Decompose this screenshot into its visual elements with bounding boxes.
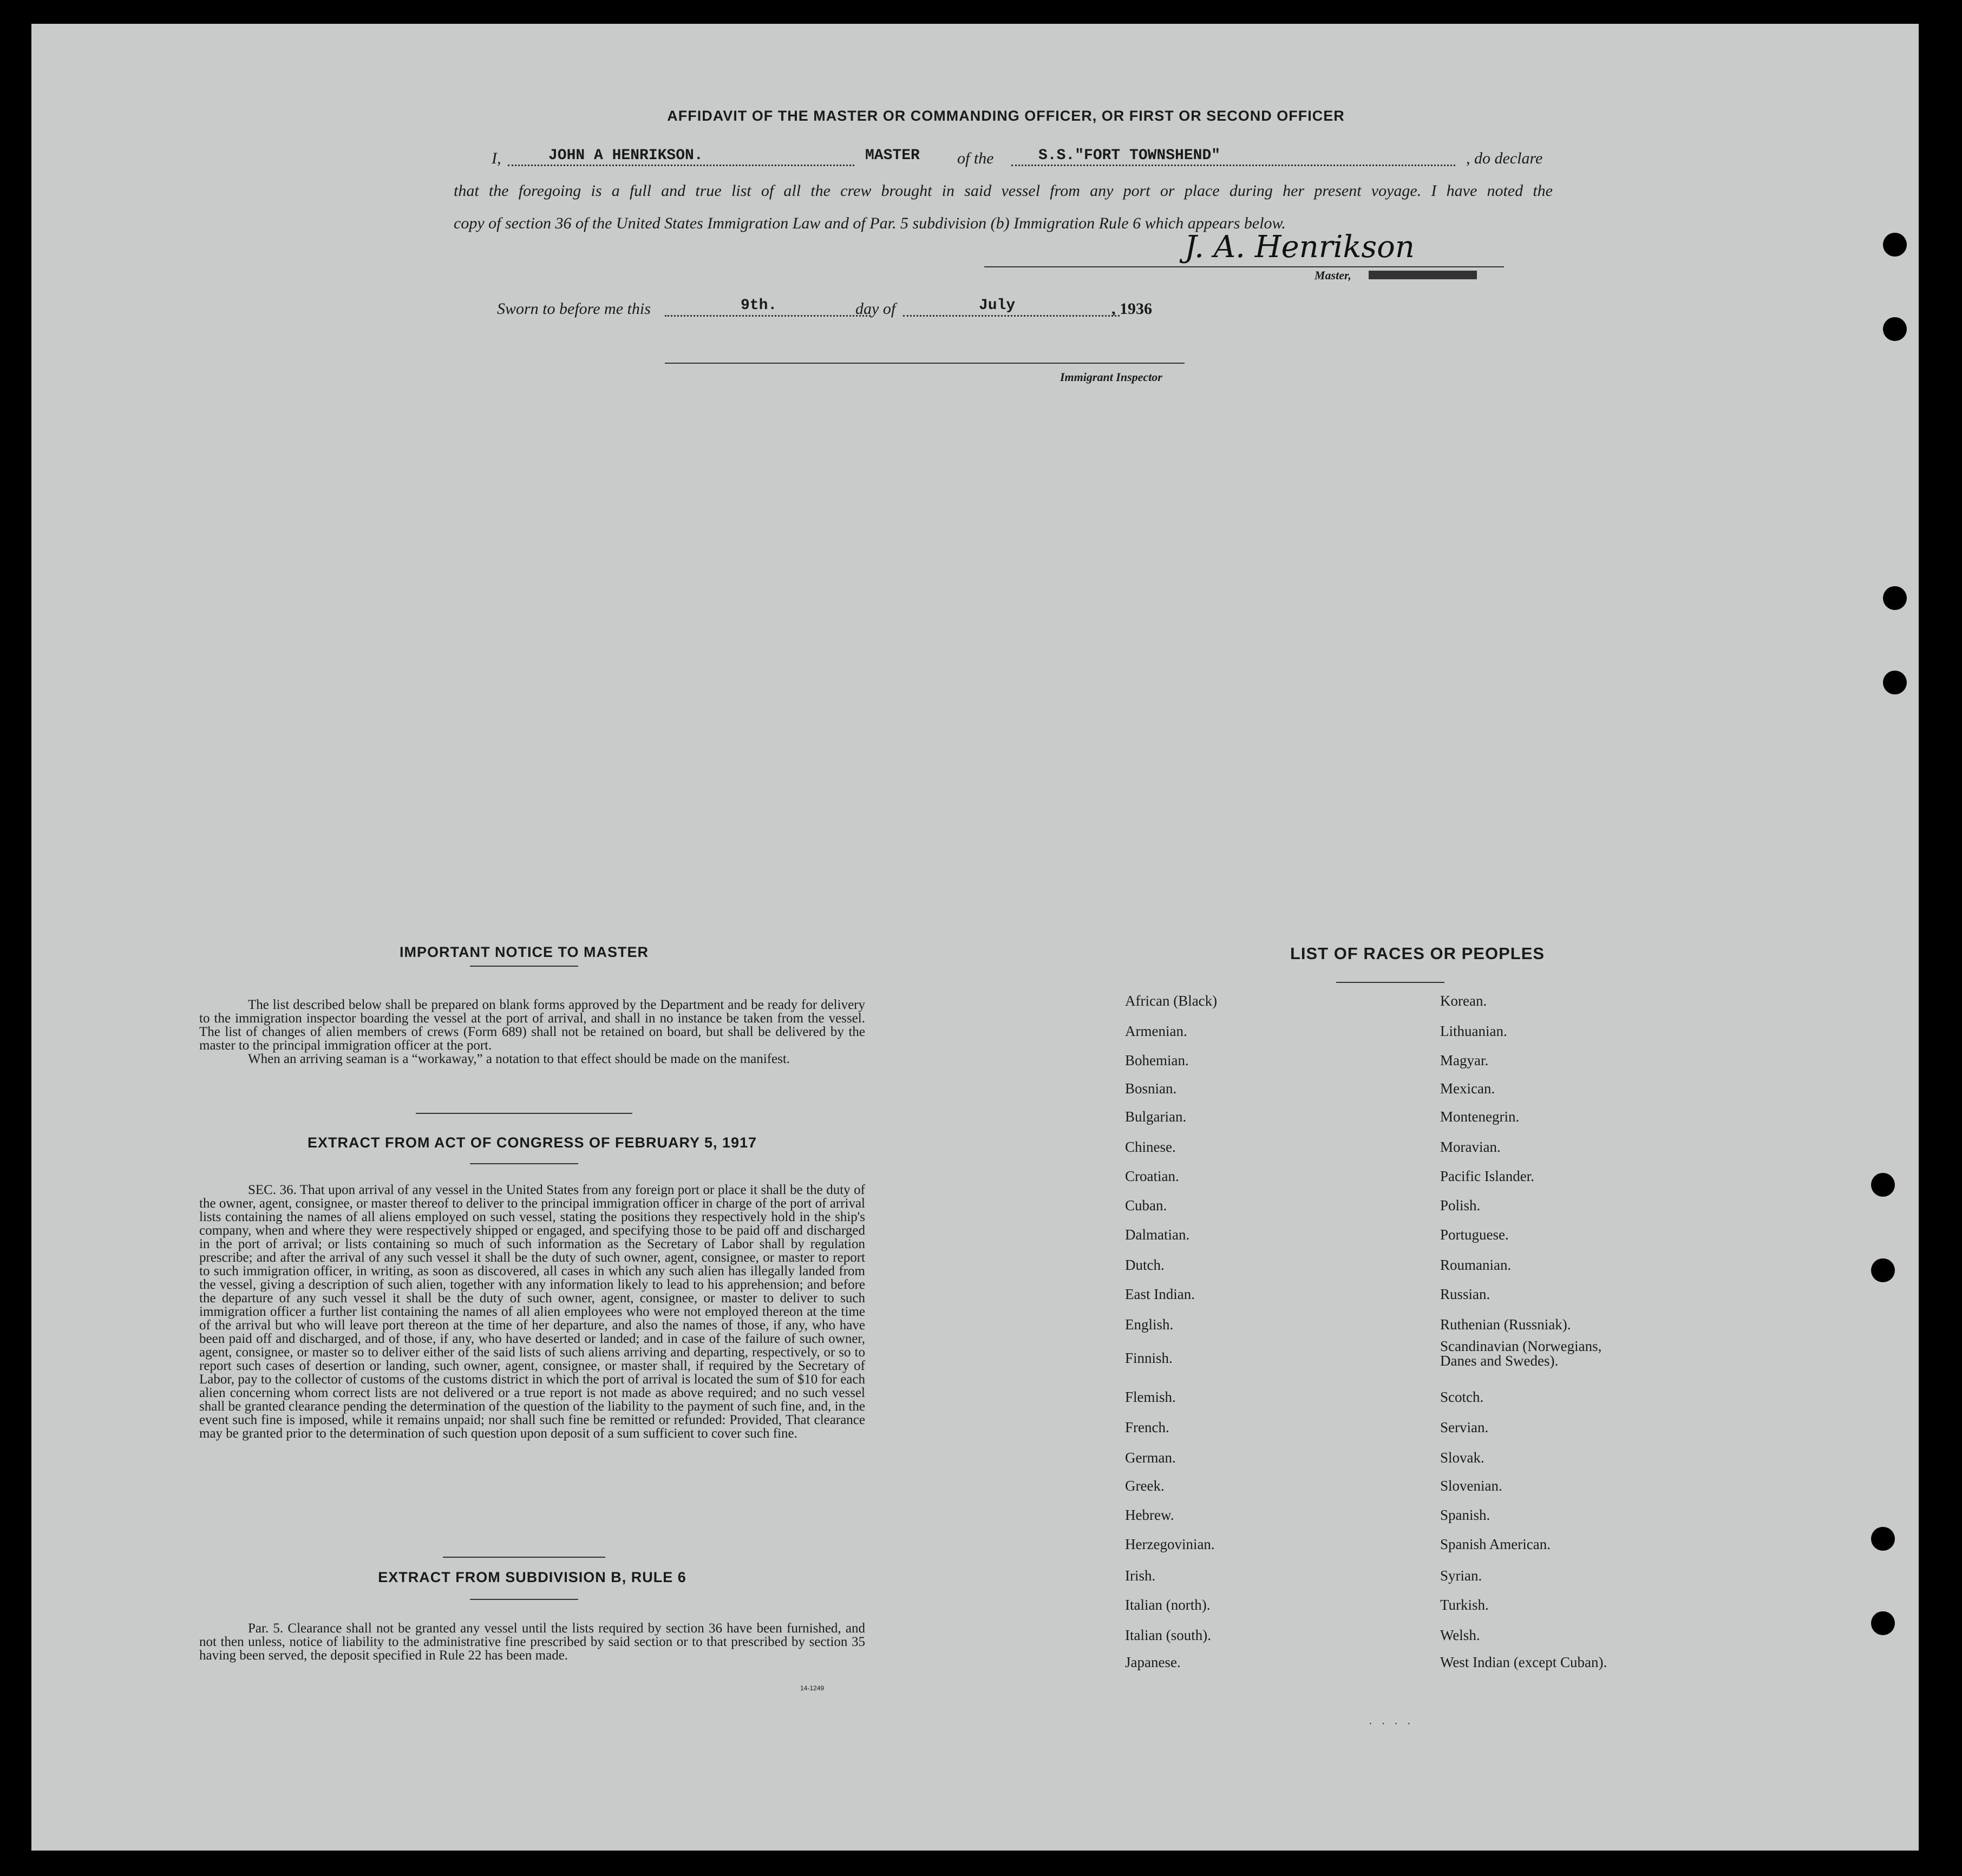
signature-line — [984, 266, 1504, 267]
race-item: Hebrew. — [1125, 1507, 1174, 1523]
act-heading: EXTRACT FROM ACT OF CONGRESS OF FEBRUARY 5, 1917 — [307, 1134, 757, 1151]
race-item: Chinese. — [1125, 1139, 1176, 1155]
race-item: Dutch. — [1125, 1257, 1165, 1273]
vessel-line — [1011, 165, 1455, 166]
race-item: Herzegovinian. — [1125, 1536, 1215, 1552]
rule6-rule — [470, 1599, 578, 1600]
notice-body — [199, 998, 865, 1066]
race-item: Spanish. — [1440, 1507, 1490, 1523]
of-the-label: of the — [957, 149, 994, 167]
punch-hole — [1883, 233, 1907, 257]
race-item: Welsh. — [1440, 1627, 1480, 1643]
race-item: Slovenian. — [1440, 1478, 1502, 1494]
day-of-label: day of — [855, 300, 896, 318]
signature-caption: Master, — [1314, 268, 1351, 282]
act-section-36: SEC. 36. That upon arrival of any vessel in the United States from any foreign port or place it shall be the duty of the owner, agent, consignee, or master thereof to deliver to the principal immigration officer in charge of the port of arrival lists containing the names of all aliens employed on such vessel, stating the positions they respectively hold in the ship's company, when and where they were respectively shipped or engaged, and specifying those to be paid off and discharged in the port of arrival; or lists containing so much of such information as the Secretary of Labor shall by regulation prescribe; and after the arrival of any such vessel it shall be the duty of such owner, agent, consignee, or master to report to such immigration officer, in writing, as soon as discovered, all cases in which any such alien has illegally landed from the vessel, giving a description of such alien, together with any information likely to lead to his apprehension; and before the departure of any such vessel it shall be the duty of such owner, agent, consignee, or master to deliver to such immigration officer a further list containing the names of all alien employees who were not employed thereon at the time of the arrival but who will leave port thereon at the time of her departure, and also the names of those, if any, who have been paid off and discharged, and of those, if any, who have deserted or landed; and in case of the failure of such owner, agent, consignee, or master so to deliver either of the said lists of such aliens arriving and departing, respectively, or so to report such cases of desertion or landing, such owner, agent, consignee, or master shall, if required by the Secretary of Labor, pay to the collector of customs of the customs district in which the port of arrival is located the sum of $10 for each alien concerning whom correct lists are not delivered or a true report is not made as above required; and no such vessel shall be granted clearance pending the determination of the question of the liability to the payment of such fine, and, in the event such fine is imposed, while it remains unpaid; nor shall such fine be remitted or refunded: Provided, That clearance may be granted prior to the determination of such question upon deposit of a sum sufficient to cover such fine. — [199, 1183, 865, 1441]
notice-paragraph-2: When an arriving seaman is a “workaway,” a notation to that effect should be made on the manifest. — [248, 1052, 790, 1066]
race-item: Syrian. — [1440, 1567, 1482, 1584]
race-item: Dalmatian. — [1125, 1226, 1190, 1243]
race-item: Polish. — [1440, 1197, 1481, 1214]
form-number: 14-1249 — [800, 1684, 825, 1692]
affidavit-title: AFFIDAVIT OF THE MASTER OR COMMANDING OFFICER, OR FIRST OR SECOND OFFICER — [667, 108, 1345, 124]
race-item: Scandinavian (Norwegians, Danes and Swedes). — [1440, 1338, 1602, 1369]
sworn-day-line — [665, 315, 871, 317]
struck-out-text — [1369, 271, 1477, 279]
stray-dots: · · · · — [1369, 1718, 1414, 1730]
race-item: Irish. — [1125, 1567, 1156, 1584]
race-item: Magyar. — [1440, 1052, 1489, 1068]
master-rank: MASTER — [865, 147, 920, 164]
race-item: Slovak. — [1440, 1449, 1484, 1466]
race-item: Pacific Islander. — [1440, 1168, 1534, 1184]
notice-rule — [470, 966, 578, 967]
inspector-line — [665, 363, 1185, 364]
race-item: Bosnian. — [1125, 1080, 1177, 1097]
races-heading: LIST OF RACES OR PEOPLES — [1290, 944, 1545, 963]
race-item: Cuban. — [1125, 1197, 1167, 1214]
race-item: Moravian. — [1440, 1139, 1501, 1155]
declaration-line-3: copy of section 36 of the United States Immigration Law and of Par. 5 subdivision (b) Immigration Rule 6 which appears below. — [454, 214, 1286, 232]
race-item: German. — [1125, 1449, 1176, 1466]
punch-hole — [1883, 317, 1907, 341]
race-item: African (Black) — [1125, 993, 1218, 1009]
race-item: Italian (north). — [1125, 1597, 1211, 1613]
sworn-month: July — [979, 297, 1016, 314]
master-signature: J. A. Henrikson — [1185, 229, 1415, 265]
punch-hole — [1871, 1258, 1895, 1282]
races-rule — [1336, 982, 1444, 983]
inspector-label: Immigrant Inspector — [1060, 370, 1162, 384]
race-item: English. — [1125, 1316, 1174, 1333]
race-item: Turkish. — [1440, 1597, 1489, 1613]
race-item: Mexican. — [1440, 1080, 1495, 1097]
divider-2 — [443, 1557, 605, 1558]
race-item: East Indian. — [1125, 1286, 1195, 1302]
race-item: Lithuanian. — [1440, 1023, 1507, 1039]
declaration-prefix: I, — [492, 149, 501, 167]
divider-1 — [416, 1113, 632, 1114]
act-rule — [470, 1163, 578, 1164]
notice-paragraph-1: The list described below shall be prepared on blank forms approved by the Department and be ready for delivery to the immigration inspector boarding the vessel at the port of arrival, and shall in no instance be taken from the vessel. The list of changes of alien members of crews (Form 689) shall not be retained on board, but shall be delivered by the master to the principal immigration officer at the port. — [199, 998, 865, 1053]
race-item: Russian. — [1440, 1286, 1490, 1302]
race-item: Japanese. — [1125, 1654, 1181, 1670]
sworn-month-line — [903, 315, 1120, 317]
vessel-name: S.S."FORT TOWNSHEND" — [1038, 147, 1221, 164]
race-item: Korean. — [1440, 993, 1487, 1009]
sworn-year: , 1936 — [1111, 300, 1152, 318]
race-item: Spanish American. — [1440, 1536, 1551, 1552]
notice-heading: IMPORTANT NOTICE TO MASTER — [400, 944, 649, 960]
race-item: West Indian (except Cuban). — [1440, 1654, 1607, 1670]
sworn-label: Sworn to before me this — [497, 300, 651, 318]
master-name-line — [508, 165, 854, 166]
punch-hole — [1883, 671, 1907, 694]
sworn-day: 9th. — [741, 297, 777, 314]
race-item: Scotch. — [1440, 1389, 1484, 1405]
race-item: Servian. — [1440, 1419, 1489, 1435]
race-item: Roumanian. — [1440, 1257, 1512, 1273]
race-item: Croatian. — [1125, 1168, 1179, 1184]
race-item: Armenian. — [1125, 1023, 1187, 1039]
punch-hole — [1883, 586, 1907, 610]
race-item: Bulgarian. — [1125, 1108, 1187, 1125]
do-declare-label: , do declare — [1466, 149, 1543, 167]
document-sheet — [31, 24, 1919, 1851]
punch-hole — [1871, 1527, 1895, 1551]
race-item: Italian (south). — [1125, 1627, 1211, 1643]
race-item: Portuguese. — [1440, 1226, 1509, 1243]
master-name: JOHN A HENRIKSON. — [548, 147, 703, 164]
race-item: Greek. — [1125, 1478, 1165, 1494]
race-item: Ruthenian (Russniak). — [1440, 1316, 1571, 1333]
race-item: Finnish. — [1125, 1350, 1173, 1366]
race-item: Montenegrin. — [1440, 1108, 1520, 1125]
rule6-paragraph: Par. 5. Clearance shall not be granted any vessel until the lists required by section 36 have been furnished, and not then unless, notice of liability to the administrative fine prescribed by said section or to that prescribed by section 35 having been served, the deposit specified in Rule 22 has been made. — [199, 1621, 865, 1663]
punch-hole — [1871, 1173, 1895, 1197]
declaration-line-2: that the foregoing is a full and true list of all the crew brought in said vessel from any port or place during her present voyage. I have noted the — [454, 182, 1553, 200]
race-item: Flemish. — [1125, 1389, 1176, 1405]
punch-hole — [1871, 1611, 1895, 1635]
race-item: French. — [1125, 1419, 1169, 1435]
race-item: Bohemian. — [1125, 1052, 1189, 1068]
rule6-heading: EXTRACT FROM SUBDIVISION B, RULE 6 — [378, 1569, 686, 1585]
